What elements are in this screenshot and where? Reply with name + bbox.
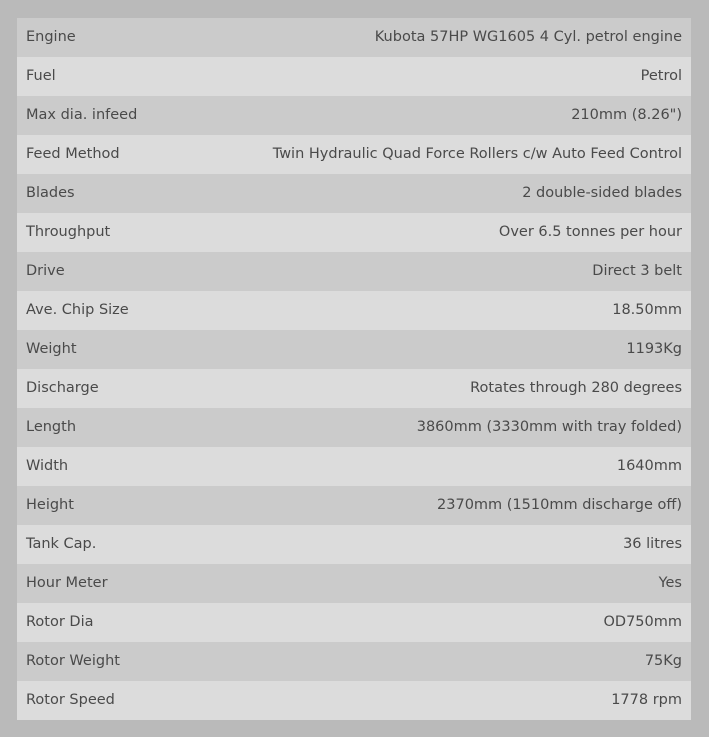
spec-label: Width — [17, 447, 245, 486]
spec-label: Ave. Chip Size — [17, 291, 245, 330]
spec-row-rotor-weight — [17, 642, 691, 681]
spec-row-rotor-dia — [17, 603, 691, 642]
spec-value: Over 6.5 tonnes per hour — [245, 213, 691, 252]
spec-label: Discharge — [17, 369, 245, 408]
spec-value: Kubota 57HP WG1605 4 Cyl. petrol engine — [245, 18, 691, 57]
spec-value: 2 double-sided blades — [245, 174, 691, 213]
spec-row-engine — [17, 18, 691, 57]
spec-row-length — [17, 408, 691, 447]
spec-label: Length — [17, 408, 245, 447]
spec-value: 1778 rpm — [245, 681, 691, 720]
spec-label: Tank Cap. — [17, 525, 245, 564]
spec-label: Drive — [17, 252, 245, 291]
spec-label: Fuel — [17, 57, 245, 96]
spec-row-height — [17, 486, 691, 525]
spec-row-drive — [17, 252, 691, 291]
spec-label: Throughput — [17, 213, 245, 252]
spec-label: Max dia. infeed — [17, 96, 245, 135]
spec-label: Weight — [17, 330, 245, 369]
spec-value: 18.50mm — [245, 291, 691, 330]
spec-label: Blades — [17, 174, 245, 213]
spec-row-discharge — [17, 369, 691, 408]
spec-value: Yes — [245, 564, 691, 603]
spec-value: Twin Hydraulic Quad Force Rollers c/w Auto Feed Control — [245, 135, 691, 174]
spec-value: 1193Kg — [245, 330, 691, 369]
spec-row-rotor-speed — [17, 681, 691, 720]
spec-row-max-dia-infeed — [17, 96, 691, 135]
spec-value: 1640mm — [245, 447, 691, 486]
spec-value: 75Kg — [245, 642, 691, 681]
spec-value: 2370mm (1510mm discharge off) — [245, 486, 691, 525]
spec-value: OD750mm — [245, 603, 691, 642]
spec-value: Petrol — [245, 57, 691, 96]
spec-label: Hour Meter — [17, 564, 245, 603]
spec-row-chip-size — [17, 291, 691, 330]
spec-label: Feed Method — [17, 135, 245, 174]
spec-value: Rotates through 280 degrees — [245, 369, 691, 408]
spec-row-throughput — [17, 213, 691, 252]
spec-label: Rotor Dia — [17, 603, 245, 642]
spec-value: Direct 3 belt — [245, 252, 691, 291]
spec-value: 36 litres — [245, 525, 691, 564]
spec-row-blades — [17, 174, 691, 213]
spec-row-hour-meter — [17, 564, 691, 603]
spec-row-weight — [17, 330, 691, 369]
spec-row-fuel — [17, 57, 691, 96]
spec-label: Height — [17, 486, 245, 525]
spec-label: Rotor Speed — [17, 681, 245, 720]
spec-row-feed-method — [17, 135, 691, 174]
spec-label: Engine — [17, 18, 245, 57]
spec-row-width — [17, 447, 691, 486]
spec-label: Rotor Weight — [17, 642, 245, 681]
spec-value: 3860mm (3330mm with tray folded) — [245, 408, 691, 447]
spec-value: 210mm (8.26") — [245, 96, 691, 135]
spec-table — [17, 18, 691, 720]
spec-row-tank-cap — [17, 525, 691, 564]
